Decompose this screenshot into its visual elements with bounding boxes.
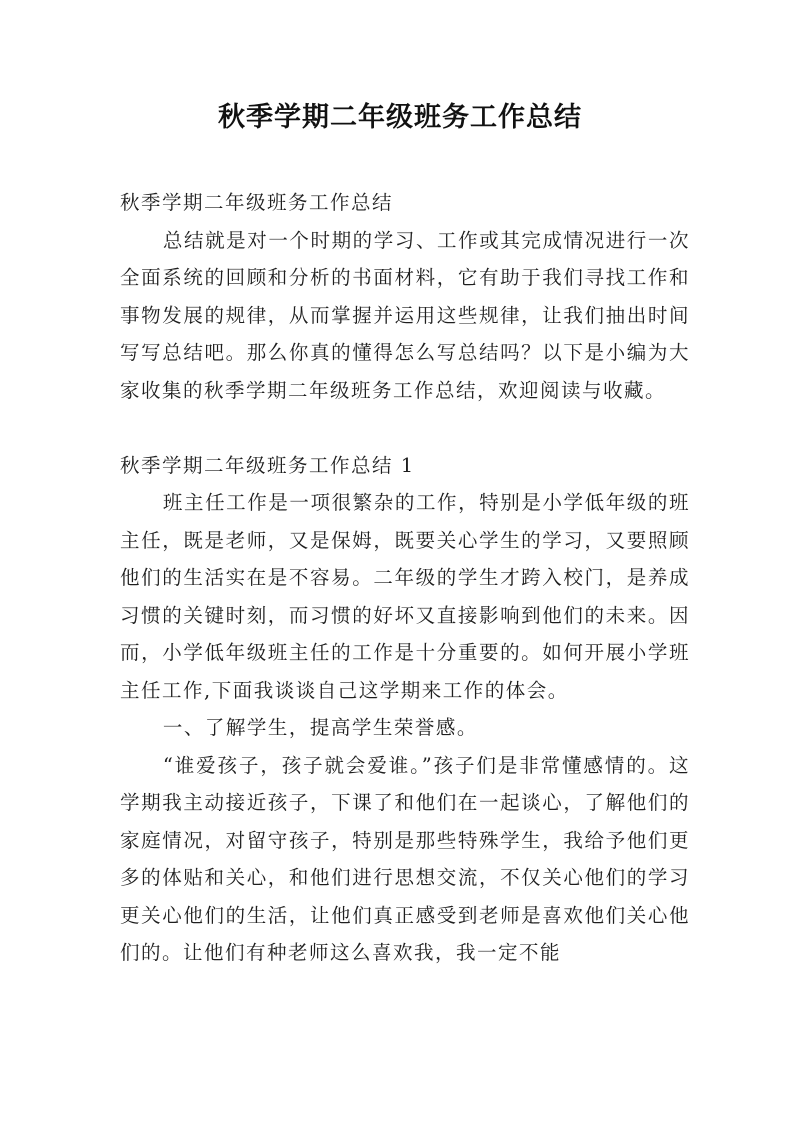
subheading-1: 一、了解学生，提高学生荣誉感。 — [162, 716, 478, 739]
section-paragraph-1: 班主任工作是一项很繁杂的工作，特别是小学低年级的班主任，既是老师，又是保姆，既要关心学生的学习，又要照顾他们的生活实在是不容易。二年级的学生才跨入校门，是养成习惯的关键时刻，而习惯的好坏又直接影响到他们的未来。因而，小学低年级班主任的工作是十分重要的。如何开展小学班主任工作,下面我谈谈自己这学期来工作的体会。 — [120, 491, 690, 702]
intro-paragraph: 总结就是对一个时期的学习、工作或其完成情况进行一次全面系统的回顾和分析的书面材料，它有助于我们寻找工作和事物发展的规律，从而掌握并运用这些规律，让我们抽出时间写写总结吧。那么你真的懂得怎么写总结吗？以下是小编为大家收集的秋季学期二年级班务工作总结，欢迎阅读与收藏。 — [120, 228, 690, 402]
section-heading: 秋季学期二年级班务工作总结 1 — [120, 453, 415, 477]
document-body — [120, 184, 690, 972]
document-title: 秋季学期二年级班务工作总结 — [218, 102, 582, 133]
paragraph-spacer — [120, 409, 690, 447]
intro-heading: 秋季学期二年级班务工作总结 — [120, 191, 394, 214]
section-paragraph-2: “谁爱孩子，孩子就会爱谁。”孩子们是非常懂感情的。这学期我主动接近孩子，下课了和他们在一起谈心，了解他们的家庭情况，对留守孩子，特别是那些特殊学生，我给予他们更多的体贴和关心，和他们进行思想交流，不仅关心他们的学习更关心他们的生活，让他们真正感受到老师是喜欢他们关心他们的。让他们有种老师这么喜欢我，我一定不能 — [120, 753, 690, 964]
